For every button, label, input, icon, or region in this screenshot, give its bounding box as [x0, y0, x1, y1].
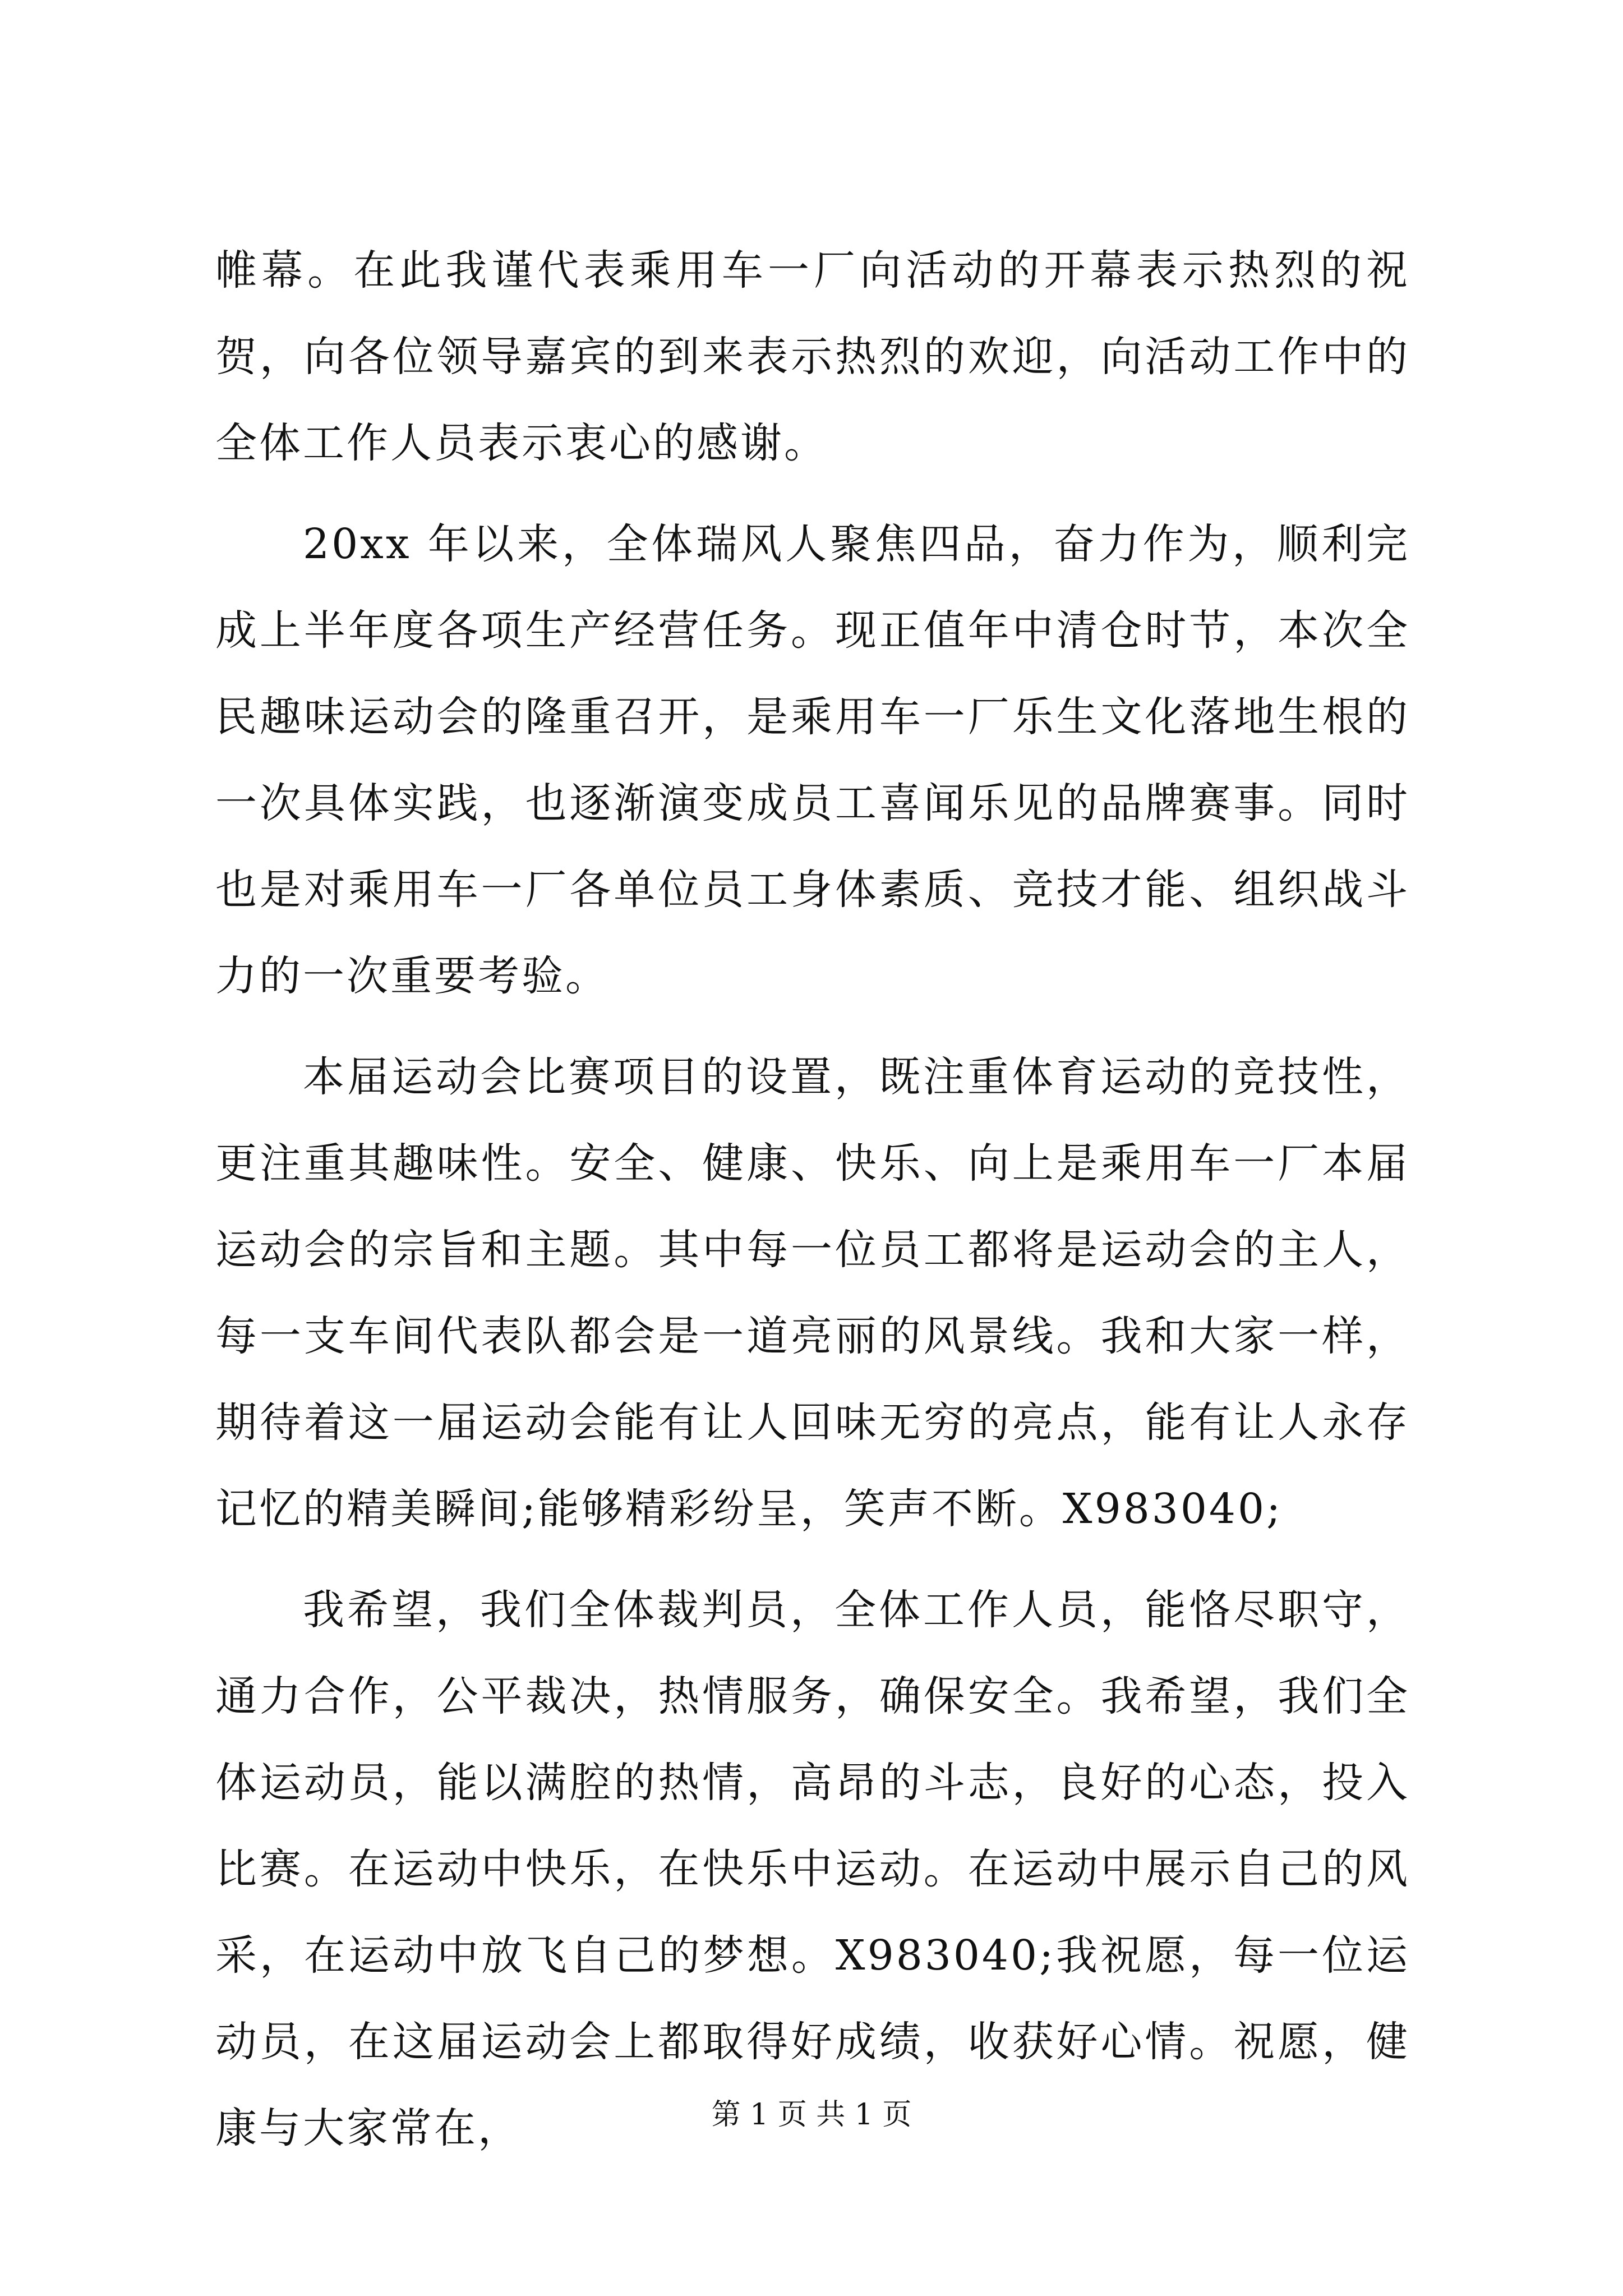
- paragraph-4: 我希望，我们全体裁判员，全体工作人员，能恪尽职守，通力合作，公平裁决，热情服务，确保安全。我希望，我们全体运动员，能以满腔的热情，高昂的斗志，良好的心态，投入比赛。在运动中快乐，在快乐中运动。在运动中展示自己的风采，在运动中放飞自己的梦想。X983040;我祝愿，每一位运动员，在这届运动会上都取得好成绩，收获好心情。祝愿，健康与大家常在，: [215, 1586, 1410, 2152]
- document-body: [215, 227, 1410, 2186]
- page-footer: 第 1 页 共 1 页: [711, 2098, 912, 2132]
- paragraph-2: 20xx 年以来，全体瑞风人聚焦四品，奋力作为，顺利完成上半年度各项生产经营任务。现正值年中清仓时节，本次全民趣味运动会的隆重召开，是乘用车一厂乐生文化落地生根的一次具体实践，也逐渐演变成员工喜闻乐见的品牌赛事。同时也是对乘用车一厂各单位员工身体素质、竞技才能、组织战斗力的一次重要考验。: [215, 520, 1410, 1000]
- paragraph-3: 本届运动会比赛项目的设置，既注重体育运动的竞技性，更注重其趣味性。安全、健康、快乐、向上是乘用车一厂本届运动会的宗旨和主题。其中每一位员工都将是运动会的主人，每一支车间代表队都会是一道亮丽的风景线。我和大家一样，期待着这一届运动会能有让人回味无穷的亮点，能有让人永存记忆的精美瞬间;能够精彩纷呈，笑声不断。X983040;: [215, 1053, 1410, 1533]
- paragraph-1: 帷幕。在此我谨代表乘用车一厂向活动的开幕表示热烈的祝贺，向各位领导嘉宾的到来表示热烈的欢迎，向活动工作中的全体工作人员表示衷心的感谢。: [215, 246, 1410, 467]
